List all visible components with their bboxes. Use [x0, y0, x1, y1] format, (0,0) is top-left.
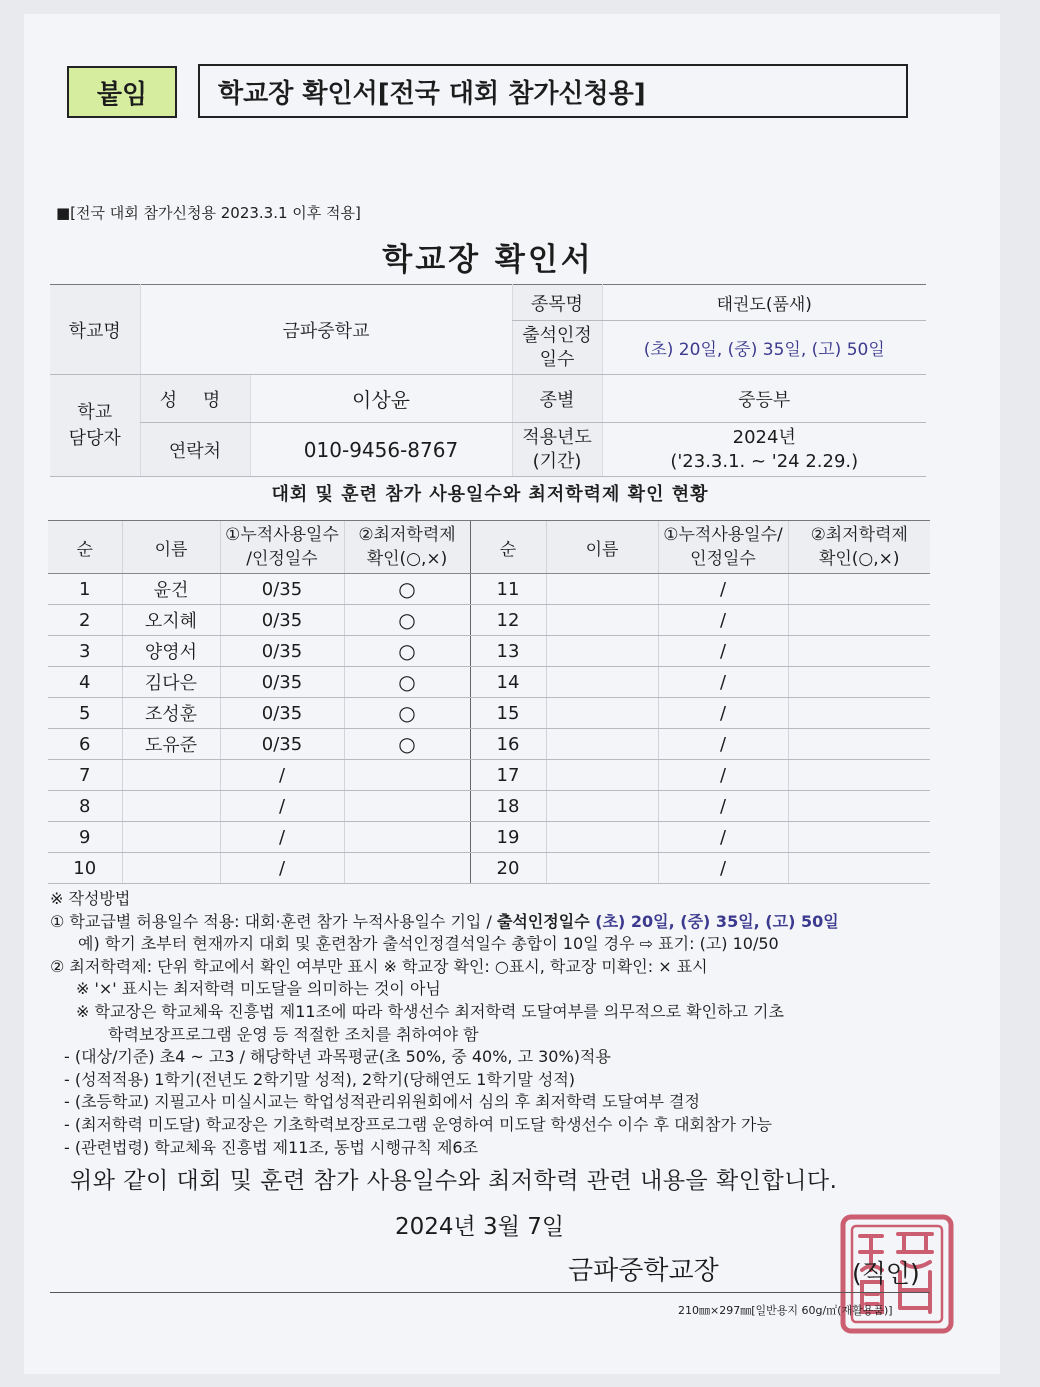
- cell-check-left: [344, 760, 470, 791]
- school-name-value: 금파중학교: [140, 285, 512, 375]
- cell-days-left: /: [220, 822, 344, 853]
- method-item-1-bold: 출석인정일수: [496, 911, 590, 931]
- cell-no-right: 18: [470, 791, 546, 822]
- roster-header-row: [48, 521, 930, 574]
- cell-name-left: 김다은: [122, 667, 220, 698]
- person-label: 성 명: [140, 375, 250, 423]
- year-label: 적용년도 (기간): [512, 423, 602, 477]
- phone-value: 010-9456-8767: [250, 423, 512, 477]
- cell-check-right: [788, 605, 930, 636]
- header-name-left: 이름: [122, 521, 220, 574]
- cell-name-left: 오지혜: [122, 605, 220, 636]
- method-item-1-blue: (초) 20일, (중) 35일, (고) 50일: [589, 911, 839, 931]
- cell-days-right: /: [658, 822, 788, 853]
- school-name-label: 학교명: [50, 285, 140, 375]
- header-title: [198, 64, 908, 118]
- cell-no-left: 6: [48, 729, 122, 760]
- cell-no-right: 16: [470, 729, 546, 760]
- cell-name-left: 양영서: [122, 636, 220, 667]
- cell-no-right: 14: [470, 667, 546, 698]
- bottom-divider: [50, 1292, 930, 1293]
- cell-no-left: 10: [48, 853, 122, 884]
- table-row: [48, 636, 930, 667]
- cell-days-left: 0/35: [220, 605, 344, 636]
- method-item-2-note-2b: 학력보장프로그램 운영 등 적절한 조치를 취하여야 함: [108, 1024, 479, 1044]
- cell-check-right: [788, 729, 930, 760]
- header-check-left: ②최저학력제 확인(○,×): [344, 521, 470, 574]
- cell-no-left: 7: [48, 760, 122, 791]
- principal-name: 금파중학교장: [568, 1256, 719, 1286]
- contact-label: 학교 담당자: [50, 375, 140, 477]
- method-detail-2: - (성적적용) 1학기(전년도 2학기말 성적), 2학기(당해연도 1학기말 성적): [64, 1069, 576, 1089]
- cell-days-right: /: [658, 605, 788, 636]
- table-row: [48, 667, 930, 698]
- table-row: [48, 791, 930, 822]
- cell-name-left: 윤건: [122, 574, 220, 605]
- issue-date: 2024년 3월 7일: [395, 1214, 565, 1240]
- method-detail-3: - (초등학교) 지필고사 미실시교는 학업성적관리위원회에서 심의 후 최저학력 도달여부 결정: [64, 1092, 700, 1112]
- header-days-left: ①누적사용일수 /인정일수: [220, 521, 344, 574]
- header-check-right: ②최저학력제 확인(○,×): [788, 521, 930, 574]
- attachment-tag-label: 붙임: [96, 79, 148, 110]
- cell-name-right: [546, 605, 658, 636]
- method-heading: ※ 작성방법: [50, 889, 131, 908]
- cell-no-left: 9: [48, 822, 122, 853]
- cell-name-left: [122, 853, 220, 884]
- cell-name-right: [546, 822, 658, 853]
- cell-days-right: /: [658, 791, 788, 822]
- cell-check-left: ○: [344, 667, 470, 698]
- cell-name-right: [546, 667, 658, 698]
- method-item-2: ② 최저학력제: 단위 학교에서 확인 여부만 표시 ※ 학교장 확인: ○표시, 학교장 미확인: × 표시: [50, 956, 708, 976]
- cell-days-left: 0/35: [220, 574, 344, 605]
- cell-days-right: /: [658, 698, 788, 729]
- attachment-tag: [67, 66, 177, 118]
- cell-days-left: /: [220, 760, 344, 791]
- method-detail-5: - (관련법령) 학교체육 진흥법 제11조, 동법 시행규칙 제6조: [64, 1137, 479, 1157]
- table-row: [48, 822, 930, 853]
- table-row: [48, 574, 930, 605]
- method-item-1-text: ① 학교급별 허용일수 적용: 대회·훈련 참가 누적사용일수 기입 /: [50, 911, 497, 931]
- period-value: ('23.3.1. ~ '24 2.29.): [670, 450, 859, 472]
- cell-check-left: ○: [344, 574, 470, 605]
- cell-no-left: 1: [48, 574, 122, 605]
- cell-name-left: [122, 760, 220, 791]
- cell-check-right: [788, 636, 930, 667]
- event-label: 종목명: [512, 285, 602, 321]
- year-cell: [602, 423, 926, 477]
- cell-check-right: [788, 698, 930, 729]
- cell-check-left: [344, 853, 470, 884]
- page-title: 학교장 확인서: [382, 242, 594, 278]
- header-no-left: 순: [48, 521, 122, 574]
- cell-days-right: /: [658, 760, 788, 791]
- person-name-value: 이상윤: [250, 375, 512, 423]
- cell-days-right: /: [658, 636, 788, 667]
- cell-check-right: [788, 791, 930, 822]
- cell-name-left: 도유준: [122, 729, 220, 760]
- cell-days-left: 0/35: [220, 636, 344, 667]
- cell-no-right: 20: [470, 853, 546, 884]
- paper-spec: 210㎜×297㎜[일반용지 60g/㎡(재활용품)]: [678, 1304, 893, 1317]
- event-value: 태권도(품새): [602, 285, 926, 321]
- table-row: [48, 605, 930, 636]
- cell-days-left: 0/35: [220, 729, 344, 760]
- cell-check-right: [788, 822, 930, 853]
- cell-name-left: [122, 822, 220, 853]
- method-item-2-note-2a: ※ 학교장은 학교체육 진흥법 제11조에 따라 학생선수 최저학력 도달여부를 의무적으로 확인하고 기초: [76, 1001, 784, 1021]
- cell-name-right: [546, 791, 658, 822]
- method-detail-4: - (최저학력 미도달) 학교장은 기초학력보장프로그램 운영하여 미도달 학생선수 이수 후 대회참가 가능: [64, 1114, 772, 1134]
- header-days-right: ①누적사용일수/ 인정일수: [658, 521, 788, 574]
- cell-check-left: [344, 791, 470, 822]
- roster-table: [48, 520, 930, 884]
- school-info-table: [50, 284, 926, 477]
- cell-name-right: [546, 636, 658, 667]
- cell-no-left: 3: [48, 636, 122, 667]
- year-value: 2024년: [732, 426, 796, 448]
- division-value: 중등부: [602, 375, 926, 423]
- section-title: 대회 및 훈련 참가 사용일수와 최저학력제 확인 현황: [271, 484, 709, 505]
- cell-check-left: [344, 822, 470, 853]
- attendance-label: 출석인정 일수: [512, 321, 602, 375]
- table-row: [48, 729, 930, 760]
- table-row: [48, 698, 930, 729]
- cell-no-right: 11: [470, 574, 546, 605]
- cell-days-left: /: [220, 791, 344, 822]
- cell-no-left: 2: [48, 605, 122, 636]
- table-row: [48, 853, 930, 884]
- header-name-right: 이름: [546, 521, 658, 574]
- table-row: [48, 760, 930, 791]
- cell-check-left: ○: [344, 605, 470, 636]
- cell-check-left: ○: [344, 698, 470, 729]
- cell-name-right: [546, 574, 658, 605]
- cell-no-right: 17: [470, 760, 546, 791]
- cell-days-right: /: [658, 729, 788, 760]
- cell-name-right: [546, 760, 658, 791]
- cell-no-right: 12: [470, 605, 546, 636]
- cell-days-right: /: [658, 574, 788, 605]
- confirmation-statement: 위와 같이 대회 및 훈련 참가 사용일수와 최저학력 관련 내용을 확인합니다.: [70, 1168, 838, 1194]
- cell-check-right: [788, 760, 930, 791]
- phone-label: 연락처: [140, 423, 250, 477]
- cell-days-left: /: [220, 853, 344, 884]
- cell-name-right: [546, 698, 658, 729]
- cell-name-left: 조성훈: [122, 698, 220, 729]
- division-label: 종별: [512, 375, 602, 423]
- cell-days-left: 0/35: [220, 667, 344, 698]
- cell-check-left: ○: [344, 636, 470, 667]
- method-detail-1: - (대상/기준) 초4 ~ 고3 / 해당학년 과목평균(초 50%, 중 40%, 고 30%)적용: [64, 1047, 611, 1067]
- cell-no-left: 8: [48, 791, 122, 822]
- header-no-right: 순: [470, 521, 546, 574]
- cell-no-left: 5: [48, 698, 122, 729]
- cell-days-right: /: [658, 667, 788, 698]
- writing-method-notes: [50, 888, 940, 1159]
- cell-no-right: 15: [470, 698, 546, 729]
- method-item-1: [50, 911, 940, 934]
- header-title-text: 학교장 확인서[전국 대회 참가신청용]: [218, 78, 646, 109]
- cell-check-right: [788, 667, 930, 698]
- cell-days-right: /: [658, 853, 788, 884]
- attendance-value: (초) 20일, (중) 35일, (고) 50일: [602, 321, 926, 375]
- cell-no-left: 4: [48, 667, 122, 698]
- applicability-note: ■[전국 대회 참가신청용 2023.3.1 이후 적용]: [56, 204, 361, 222]
- method-item-1-example: 예) 학기 초부터 현재까지 대회 및 훈련참가 출석인정결석일수 총합이 10일 경우 ⇨ 표기: (고) 10/50: [78, 934, 779, 954]
- cell-name-right: [546, 853, 658, 884]
- cell-check-right: [788, 574, 930, 605]
- cell-check-right: [788, 853, 930, 884]
- cell-name-right: [546, 729, 658, 760]
- cell-no-right: 13: [470, 636, 546, 667]
- cell-no-right: 19: [470, 822, 546, 853]
- method-item-2-note-1: ※ '×' 표시는 최저학력 미도달을 의미하는 것이 아님: [76, 979, 441, 999]
- seal-label: (직인): [852, 1259, 920, 1288]
- cell-name-left: [122, 791, 220, 822]
- cell-days-left: 0/35: [220, 698, 344, 729]
- cell-check-left: ○: [344, 729, 470, 760]
